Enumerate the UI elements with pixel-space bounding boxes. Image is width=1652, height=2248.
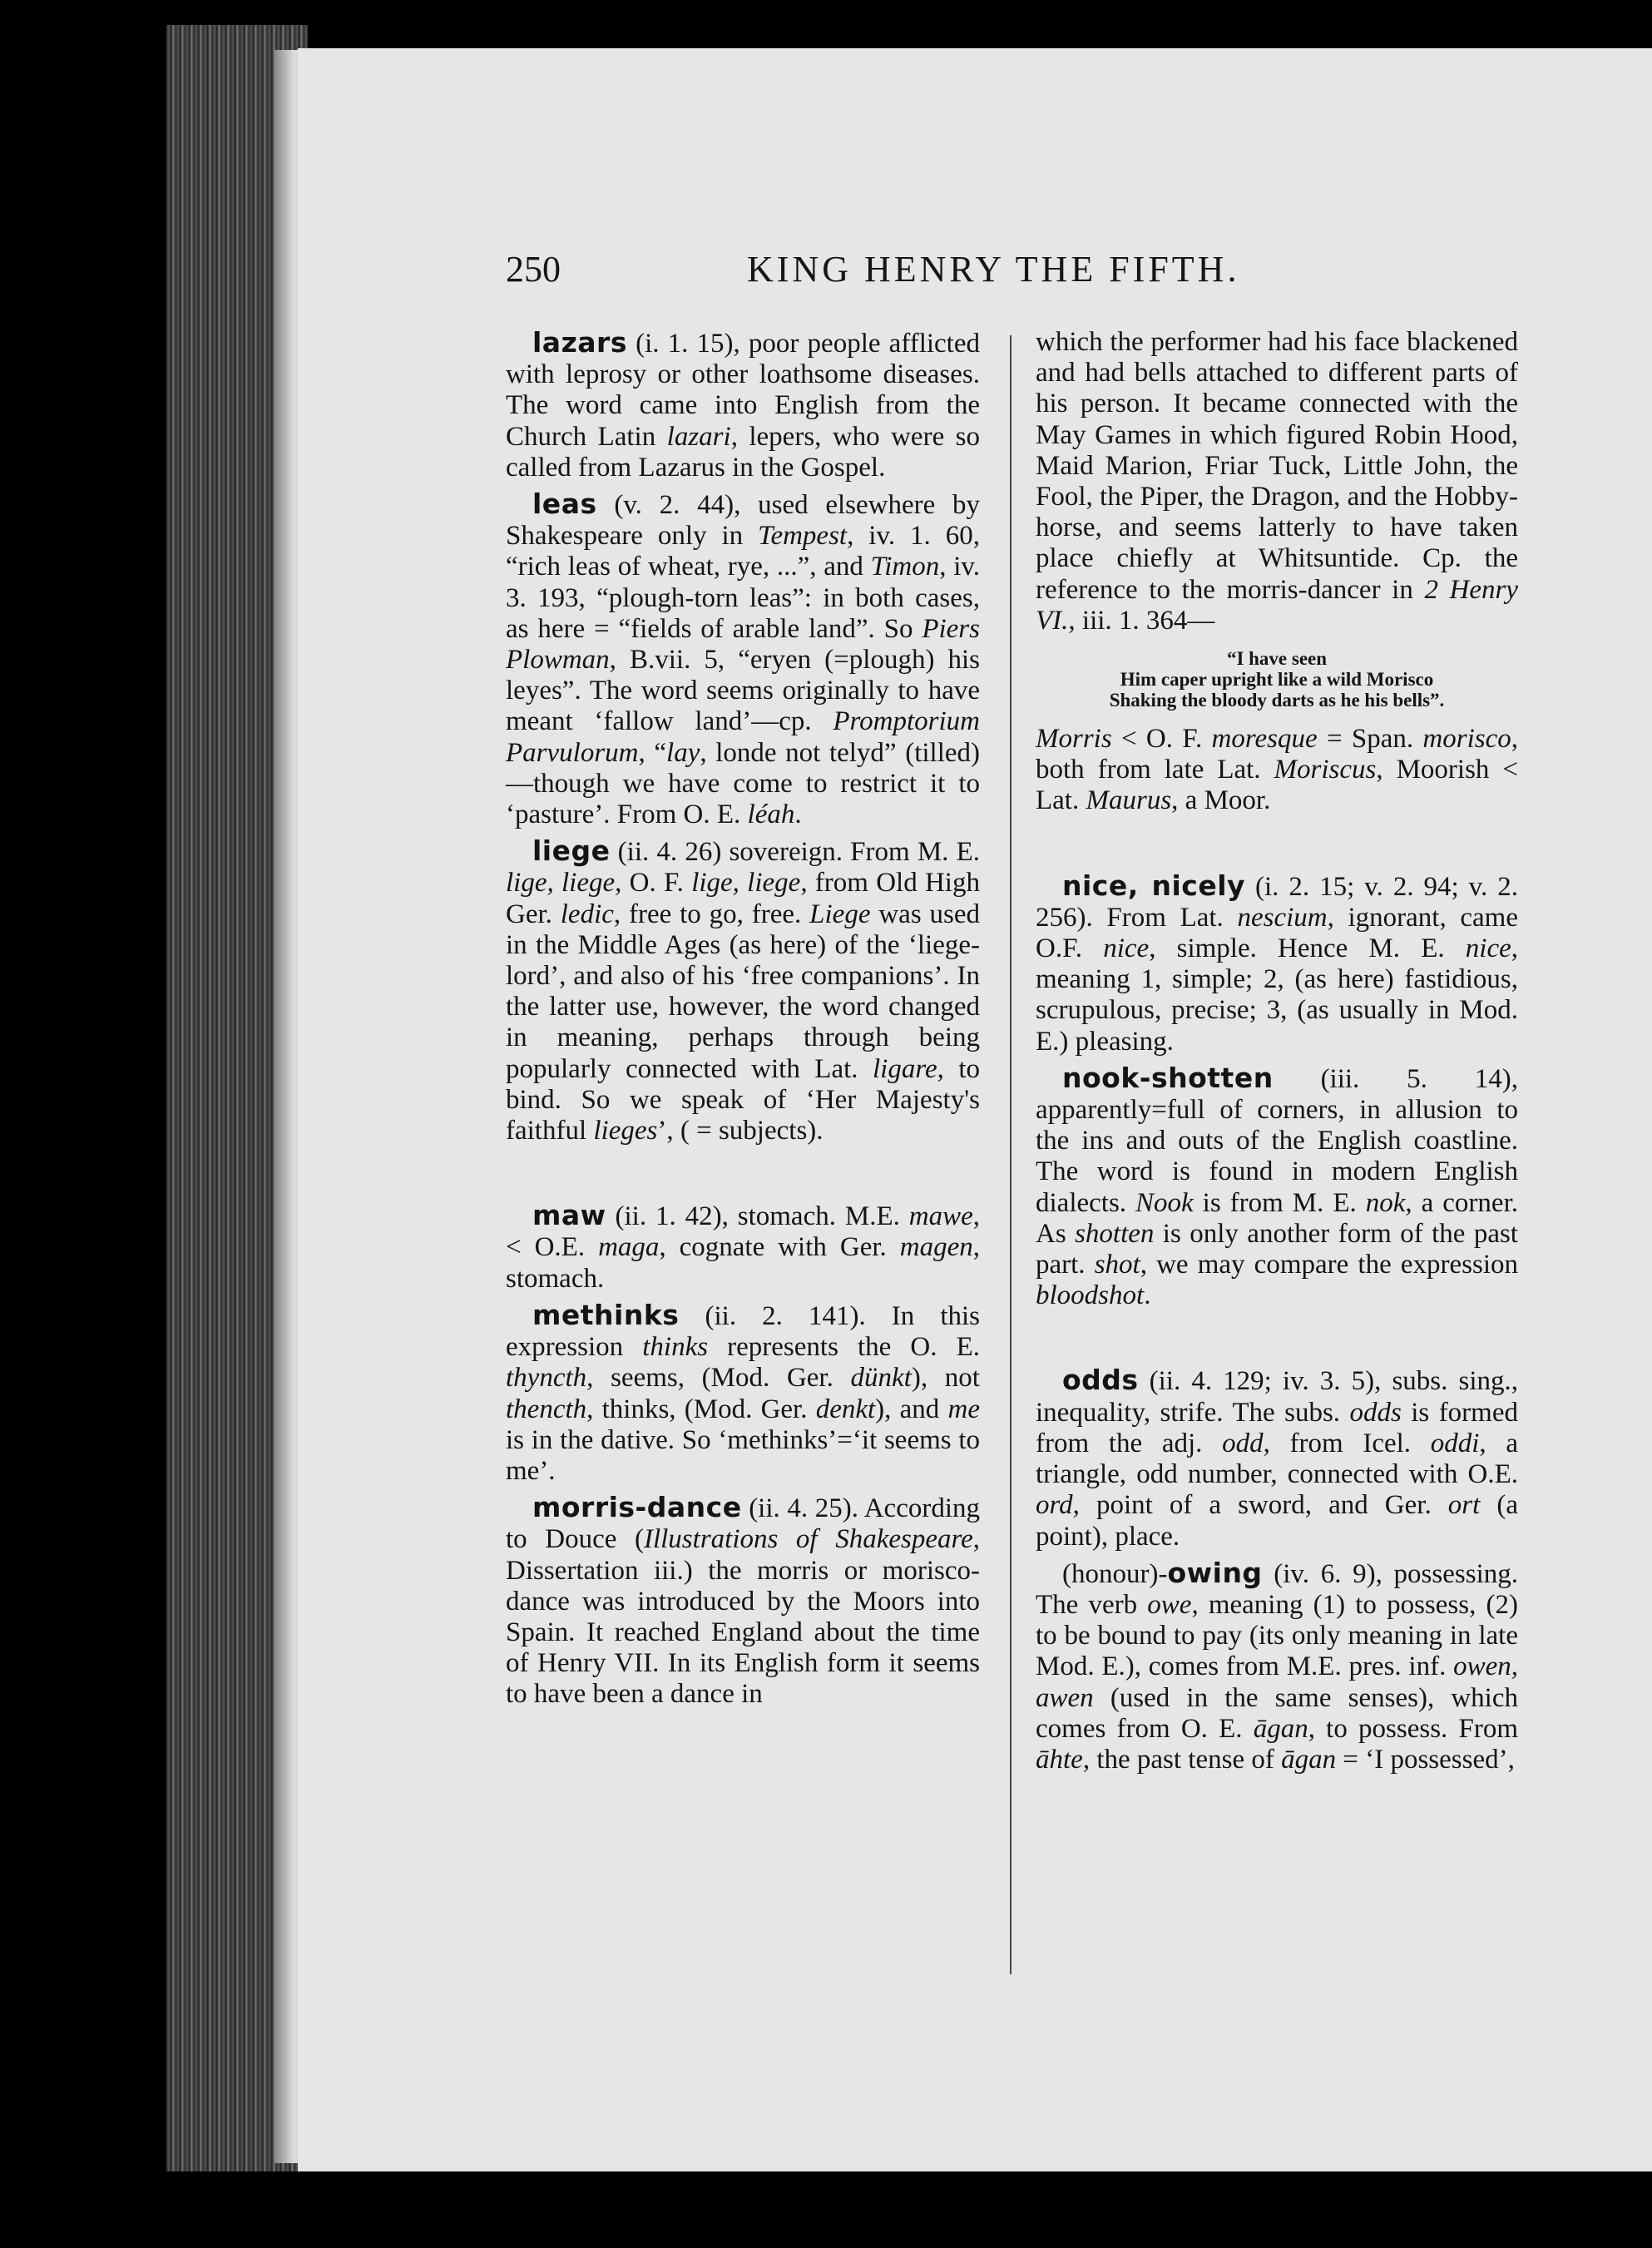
morris-etymology: Morris < O. F. moresque = Span. morisco, both from late Lat. Moriscus, Moorish < Lat. Maurus, a Moor.	[1036, 724, 1519, 816]
book-page	[298, 48, 1652, 2171]
headword: morris-dance	[532, 1491, 742, 1524]
headword: nice, nicely	[1062, 869, 1246, 902]
entry-gap	[1036, 1316, 1518, 1364]
column-divider	[1010, 335, 1011, 1974]
headword: owing	[1167, 1556, 1263, 1589]
headword: leas	[532, 488, 597, 521]
left-column	[506, 327, 980, 1716]
running-header	[506, 248, 1546, 298]
entry-lazars: lazars (i. 1. 15), poor people afflicted with leprosy or other loathsome diseases. The word came into English from the Church Latin lazari, lepers, who were so called from Lazarus in the Gospel.	[506, 326, 980, 483]
entry-morris-dance: morris-dance (ii. 4. 25). According to Douce (Illustrations of Shakespeare, Dissertation iii.) the morris or morisco-dance was introduced by the Moors into Spain. It reached England about the time of Henry VII. In its English form it seems to have been a dance in	[506, 1491, 980, 1710]
entry-morris-dance-continued: which the performer had his face blackened and had bells attached to different parts of his person. It became connected with the May Games in which figured Robin Hood, Maid Marion, Friar Tuck, Little John, the Fool, the Piper, the Dragon, and the Hobby-horse, and seems latterly to have taken place chiefly at Whitsuntide. Cp. the reference to the morris-dancer in 2 Henry VI., iii. 1. 364—	[1036, 327, 1519, 636]
entry-nook-shotten: nook-shotten (iii. 5. 14), apparently=full of corners, in allusion to the ins and outs of the English coastline. The word is found in modern English dialects. Nook is from M. E. nok, a corner. As shotten is only another form of the past part. shot, we may compare the expression bloodshot.	[1036, 1061, 1518, 1311]
headword: maw	[532, 1199, 606, 1232]
running-title: KING HENRY THE FIFTH.	[747, 249, 1240, 290]
entry-odds: odds (ii. 4. 129; iv. 3. 5), subs. sing., inequality, strife. The subs. odds is formed from the adj. odd, from Icel. oddi, a triangle, odd number, connected with O.E. ord, point of a sword, and Ger. ort (a point), place.	[1036, 1364, 1518, 1552]
headword: odds	[1062, 1364, 1139, 1397]
entry-gap	[1036, 822, 1518, 870]
entry-liege: liege (ii. 4. 26) sovereign. From M. E. lige, liege, O. F. lige, liege, from Old High Ger. ledic, free to go, free. Liege was used in the Middle Ages (as here) of the ‘liege-lord’, and also of his ‘free companions’. In the latter use, however, the word changed in meaning, perhaps through being popularly connected with Lat. ligare, to bind. So we speak of ‘Her Majesty's faithful lieges’, ( = subjects).	[506, 834, 981, 1146]
quote-line: “I have seen	[1226, 648, 1328, 670]
page-number: 250	[506, 249, 561, 290]
entry-nice: nice, nicely (i. 2. 15; v. 2. 94; v. 2. 256). From Lat. nescium, ignorant, came O.F. nice, simple. Hence M. E. nice, meaning 1, simple; 2, (as here) fastidious, scrupulous, precise; 3, (as usually in Mod. E.) pleasing.	[1036, 869, 1518, 1057]
entry-leas: leas (v. 2. 44), used elsewhere by Shakespeare only in Tempest, iv. 1. 60, “rich leas of wheat, rye, ...”, and Timon, iv. 3. 193, “plough-torn leas”: in both cases, as here = “fields of arable land”. So Piers Plowman, B.vii. 5, “eryen (=plough) his leyes”. The word seems originally to have meant ‘fallow land’—cp. Promptorium Parvulorum, “lay, londe not telyd” (tilled)—though we have come to restrict it to ‘pasture’. From O. E. léah.	[506, 488, 980, 830]
entry-gap	[506, 1151, 980, 1200]
headword: methinks	[532, 1298, 680, 1331]
right-column	[1036, 327, 1518, 1780]
headword: liege	[532, 834, 611, 868]
headword: lazars	[532, 326, 627, 359]
headword: nook-shotten	[1062, 1061, 1274, 1094]
entry-owing: (honour)-owing (iv. 6. 9), possessing. The verb owe, meaning (1) to possess, (2) to be bound to pay (its only meaning in late Mod. E.), comes from M.E. pres. inf. owen, awen (used in the same senses), which comes from O. E. āgan, to possess. From āhte, the past tense of āgan = ‘I possessed’,	[1036, 1556, 1518, 1775]
block-quote	[1036, 648, 1518, 711]
entry-maw: maw (ii. 1. 42), stomach. M.E. mawe, < O.E. maga, cognate with Ger. magen, stomach.	[506, 1199, 980, 1294]
quote-line: Him caper upright like a wild Morisco	[1120, 669, 1434, 691]
quote-line: Shaking the bloody darts as he his bells”.	[1109, 690, 1445, 711]
entry-methinks: methinks (ii. 2. 141). In this expression thinks represents the O. E. thyncth, seems, (Mod. Ger. dünkt), not thencth, thinks, (Mod. Ger. denkt), and me is in the dative. So ‘methinks’=‘it seems to me’.	[506, 1298, 981, 1486]
